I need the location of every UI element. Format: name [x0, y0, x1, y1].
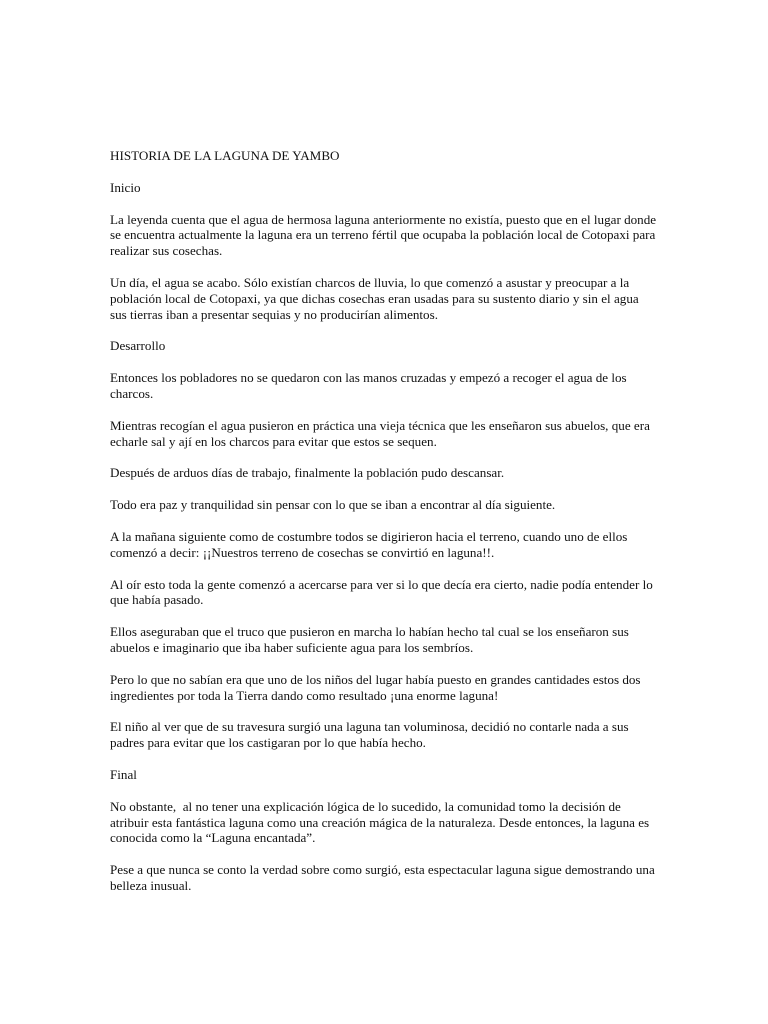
paragraph: Después de arduos días de trabajo, finalmente la población pudo descansar. [110, 465, 505, 481]
paragraph: Pese a que nunca se conto la verdad sobre como surgió, esta espectacular laguna sigue demostrando una belleza inusual. [110, 862, 655, 893]
section-heading-final: Final [110, 766, 137, 782]
paragraph: Pero lo que no sabían era que uno de los niños del lugar había puesto en grandes cantidades estos dos ingredientes por toda la Tierra dando como resultado ¡una enorme laguna! [110, 671, 641, 703]
paragraph: La leyenda cuenta que el agua de hermosa laguna anteriormente no existía, puesto que en el lugar donde se encuentra actualmente la laguna era un terreno fértil que ocupaba la población local de Cotopaxi para realizar sus cosechas. [110, 211, 657, 259]
paragraph: Al oír esto toda la gente comenzó a acercarse para ver si lo que decía era cierto, nadie podía entender lo que había pasado. [110, 576, 653, 608]
section-heading-desarrollo: Desarrollo [110, 338, 166, 354]
paragraph: No obstante, al no tener una explicación lógica de lo sucedido, la comunidad tomo la decisión de atribuir esta fantástica laguna como una creación mágica de la naturaleza. Desde entonces, la laguna es conocida como la “Laguna encantada”. [110, 798, 653, 846]
paragraph: Todo era paz y tranquilidad sin pensar con lo que se iban a encontrar al día siguiente. [110, 497, 556, 513]
document-body [110, 148, 658, 910]
paragraph: A la mañana siguiente como de costumbre todos se digirieron hacia el terreno, cuando uno de ellos comenzó a decir: ¡¡Nuestros terreno de cosechas se convirtió en laguna!!. [110, 528, 628, 560]
paragraph: Un día, el agua se acabo. Sólo existían charcos de lluvia, lo que comenzó a asustar y preocupar a la población local de Cotopaxi, ya que dichas cosechas eran usadas para su sustento diario y sin el agua sus tierras iban a presentar sequias y no producirían alimentos. [110, 274, 639, 322]
paragraph: Ellos aseguraban que el truco que pusieron en marcha lo habían hecho tal cual se los enseñaron sus abuelos e imaginario que iba haber suficiente agua para los sembríos. [110, 624, 629, 655]
paragraph: El niño al ver que de su travesura surgió una laguna tan voluminosa, decidió no contarle nada a sus padres para evitar que los castigaran por lo que había hecho. [110, 719, 629, 751]
document-title: HISTORIA DE LA LAGUNA DE YAMBO [110, 148, 340, 163]
paragraph: Entonces los pobladores no se quedaron con las manos cruzadas y empezó a recoger el agua de los charcos. [110, 370, 627, 401]
paragraph: Mientras recogían el agua pusieron en práctica una vieja técnica que les enseñaron sus abuelos, que era echarle sal y ají en los charcos para evitar que estos se sequen. [110, 417, 650, 449]
section-heading-inicio: Inicio [110, 179, 141, 195]
